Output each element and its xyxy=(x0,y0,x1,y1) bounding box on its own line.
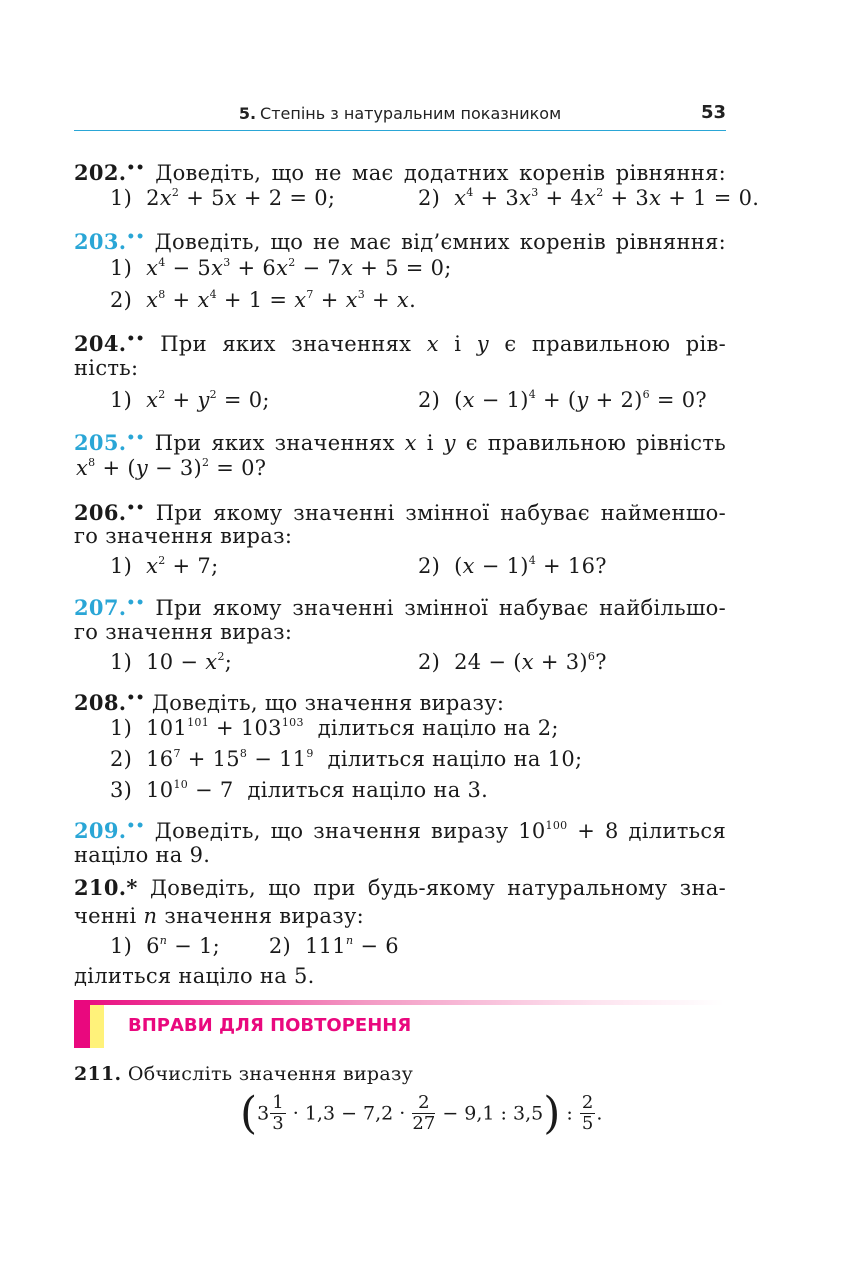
problem-209: 209.•• Доведіть, що значення виразу $10^{100} + 8$ ділиться xyxy=(74,818,726,843)
problem-207: 207.•• При якому значенні змінної набуває найбільшо- xyxy=(74,595,726,620)
problem-211-expression: (3 $\frac{1}{3}$ · 1,3 − 7,2 · $\frac{2}{27}$ − 9,1 : 3,5) : $\frac{2}{5}$ . xyxy=(240,1088,603,1139)
problem-204-item-2: 2) $(x - 1)^4 + (y + 2)^6 = 0$? xyxy=(418,388,707,412)
problem-207-item-2: 2) $24 - (x + 3)^6$? xyxy=(418,650,607,674)
problem-210-cont: ченні n значення виразу: xyxy=(74,904,364,928)
problem-208-item-3: 3) $10^{10} - 7$ ділиться націло на 3. xyxy=(110,778,489,802)
problem-204-cont: ність: xyxy=(74,356,139,380)
running-title: 5. Степінь з натуральним показником xyxy=(238,104,562,123)
problem-209-cont: націло на 9. xyxy=(74,843,211,867)
problem-204-item-1: 1) $x^2 + y^2 = 0$; xyxy=(110,388,270,412)
section-banner-accent xyxy=(90,1005,104,1048)
problem-207-item-1: 1) $10 - x^2$; xyxy=(110,650,233,674)
problem-206: 206.•• При якому значенні змінної набуває найменшо- xyxy=(74,500,726,525)
problem-203-item-2: 2) $x^8 + x^4 + 1 = x^7 + x^3 + x$. xyxy=(110,288,417,312)
problem-202-item-1: 1) $2x^2 + 5x + 2 = 0$; xyxy=(110,186,336,210)
problem-210-tail: ділиться націло на 5. xyxy=(74,964,315,988)
page-header xyxy=(74,100,726,131)
page-number: 53 xyxy=(700,102,726,123)
problem-206-item-1: 1) $x^2 + 7$; xyxy=(110,554,219,578)
section-banner-bar xyxy=(74,1000,90,1048)
problem-210: 210.* Доведіть, що при будь-якому натуральному зна- xyxy=(74,875,727,900)
problem-203: 203.•• Доведіть, що не має від’ємних коренів рівняння: xyxy=(74,229,726,254)
section-banner-line xyxy=(74,1000,724,1005)
problem-210-items: 1) $6^n - 1$; 2) $111^n - 6$ xyxy=(110,934,399,958)
problem-202-item-2: 2) $x^4 + 3x^3 + 4x^2 + 3x + 1 = 0$. xyxy=(418,186,760,210)
problem-206-item-2: 2) $(x - 1)^4 + 16$? xyxy=(418,554,607,578)
problem-208-item-2: 2) $16^7 + 15^8 - 11^9$ ділиться націло на 10; xyxy=(110,747,583,771)
problem-211: 211. Обчисліть значення виразу xyxy=(74,1063,414,1085)
problem-207-cont: го значення вираз: xyxy=(74,620,293,644)
problem-208: 208.•• Доведіть, що значення виразу: xyxy=(74,690,505,715)
problem-202: 202.•• Доведіть, що не має додатних коренів рівняння: xyxy=(74,160,726,185)
problem-205-expr: $x^8 + (y - 3)^2 = 0$? xyxy=(76,456,267,480)
section-title: ВПРАВИ ДЛЯ ПОВТОРЕННЯ xyxy=(128,1015,412,1036)
problem-208-item-1: 1) $101^{101} + 103^{103}$ ділиться націло на 2; xyxy=(110,716,559,740)
problem-203-item-1: 1) $x^4 - 5x^3 + 6x^2 - 7x + 5 = 0$; xyxy=(110,256,452,280)
problem-206-cont: го значення вираз: xyxy=(74,524,293,548)
problem-204: 204.•• При яких значеннях x і y є правильною рів- xyxy=(74,331,727,356)
problem-205: 205.•• При яких значеннях x і y є правильною рівність xyxy=(74,430,727,455)
